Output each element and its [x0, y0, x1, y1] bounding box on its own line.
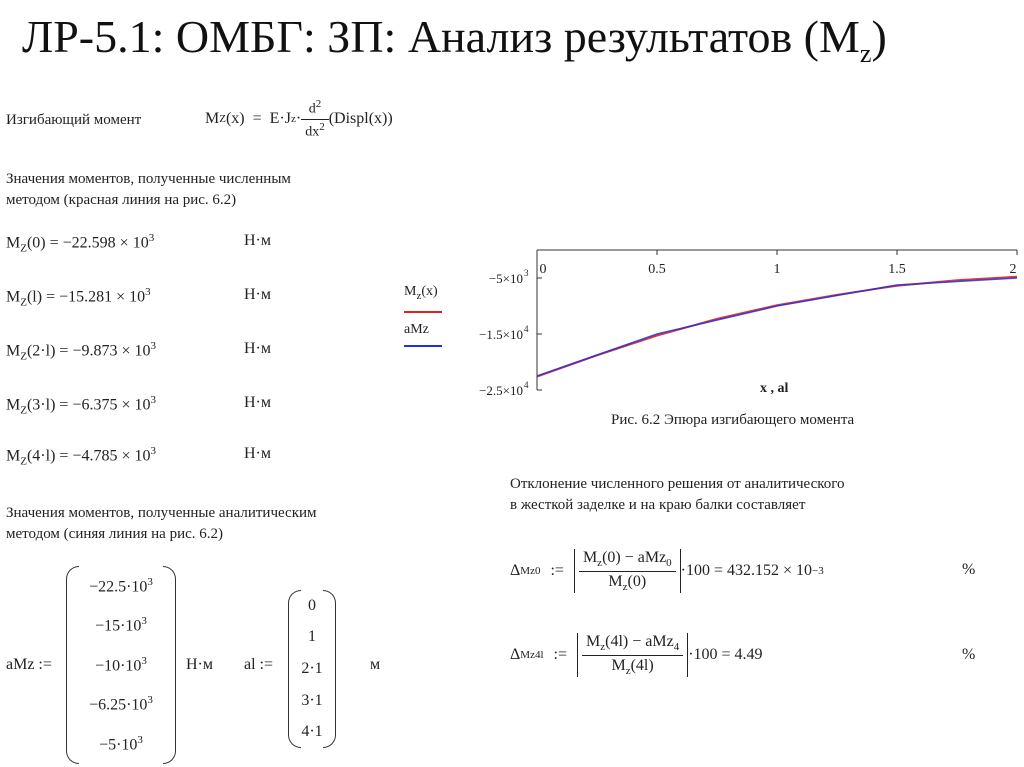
chart-y-tick-exponent: 3 — [524, 268, 529, 278]
bending-label: Изгибающий момент — [6, 112, 142, 128]
unit-label: Н·м — [244, 445, 272, 462]
chart-y-tick-label: −1.5×10 — [479, 327, 523, 342]
chart-y-tick-label: −2.5×10 — [479, 383, 523, 398]
moment-chart — [455, 240, 1024, 400]
unit-label: Н·м — [244, 340, 272, 357]
page-title: ЛР-5.1: ОМБГ: ЗП: Анализ результатов $(M_z)$ — [22, 11, 887, 69]
numeric-text: Значения моментов, полученные численным методом (красная линия на рис. 6.2) — [6, 171, 291, 208]
chart-y-tick-exponent: 4 — [524, 380, 529, 390]
numeric-row: $M_Z(0) = -22.598 \times 10^3$ — [6, 232, 155, 255]
chart-caption: Рис. 6.2 Эпюра изгибающего момента — [611, 412, 855, 428]
chart-y-tick-label: −5×10 — [488, 271, 523, 286]
chart-x-tick-label: 0 — [539, 262, 547, 277]
unit-label: Н·м — [244, 232, 272, 249]
numeric-row: $M_Z(3\cdot l) = -6.375 \times 10^3$ — [6, 394, 156, 417]
chart-series-line — [537, 278, 1017, 376]
deviation-formula-2: Δ Mz4l := $\frac{M_z(4l) - aMz_4}{M_z(4l)}$ ·100 = 4.49 — [510, 633, 763, 677]
amz-unit: Н·м — [186, 656, 214, 673]
unit-label: Н·м — [244, 394, 272, 411]
legend-mz-swatch — [404, 311, 442, 313]
al-label: al := — [244, 656, 274, 673]
legend-mz: $M_z(x)$ — [404, 284, 438, 302]
analytic-text: Значения моментов, полученные аналитическим методом (синяя линия на рис. 6.2) — [6, 505, 317, 542]
chart-y-tick-exponent: 4 — [524, 324, 529, 334]
al-vector: 0 1 2·1 3·1 4·1 — [288, 590, 336, 748]
chart-x-tick-label: 1.5 — [888, 262, 906, 277]
unit-label: Н·м — [244, 286, 272, 303]
numeric-row: $M_Z(2\cdot l) = -9.873 \times 10^3$ — [6, 340, 156, 363]
chart-x-tick-label: 0.5 — [648, 262, 666, 277]
amz-label: aMz := — [6, 656, 52, 673]
percent-unit: % — [962, 646, 976, 663]
al-unit: м — [370, 656, 381, 673]
legend-amz-swatch — [404, 345, 442, 347]
percent-unit: % — [962, 561, 976, 578]
chart-series-line — [537, 277, 1017, 377]
bending-formula: M Z (x) = E·J z · $\frac{d^2}{dx^2}$ (Displ(x)) — [205, 97, 393, 140]
deviation-text: Отклонение численного решения от аналитического в жесткой заделке и на краю балки составляет — [510, 476, 845, 513]
legend-amz: aMz — [404, 322, 429, 337]
numeric-row: $M_Z(4\cdot l) = -4.785 \times 10^3$ — [6, 445, 156, 468]
numeric-row: $M_Z(l) = -15.281 \times 10^3$ — [6, 286, 151, 309]
chart-x-label: x , al — [760, 381, 789, 396]
deviation-formula-1: Δ Mz0 := $\frac{M_z(0) - aMz_0}{M_z(0)}$ ·100 = 432.152 × 10 −3 — [510, 549, 824, 593]
chart-x-tick-label: 2 — [1009, 262, 1017, 277]
chart-x-tick-label: 1 — [773, 262, 781, 277]
amz-vector: $-22.5\cdot 10^3$ $-15\cdot 10^3$ $-10\cdot 10^3$ $-6.25\cdot 10^3$ $-5\cdot 10^3$ — [66, 566, 176, 764]
